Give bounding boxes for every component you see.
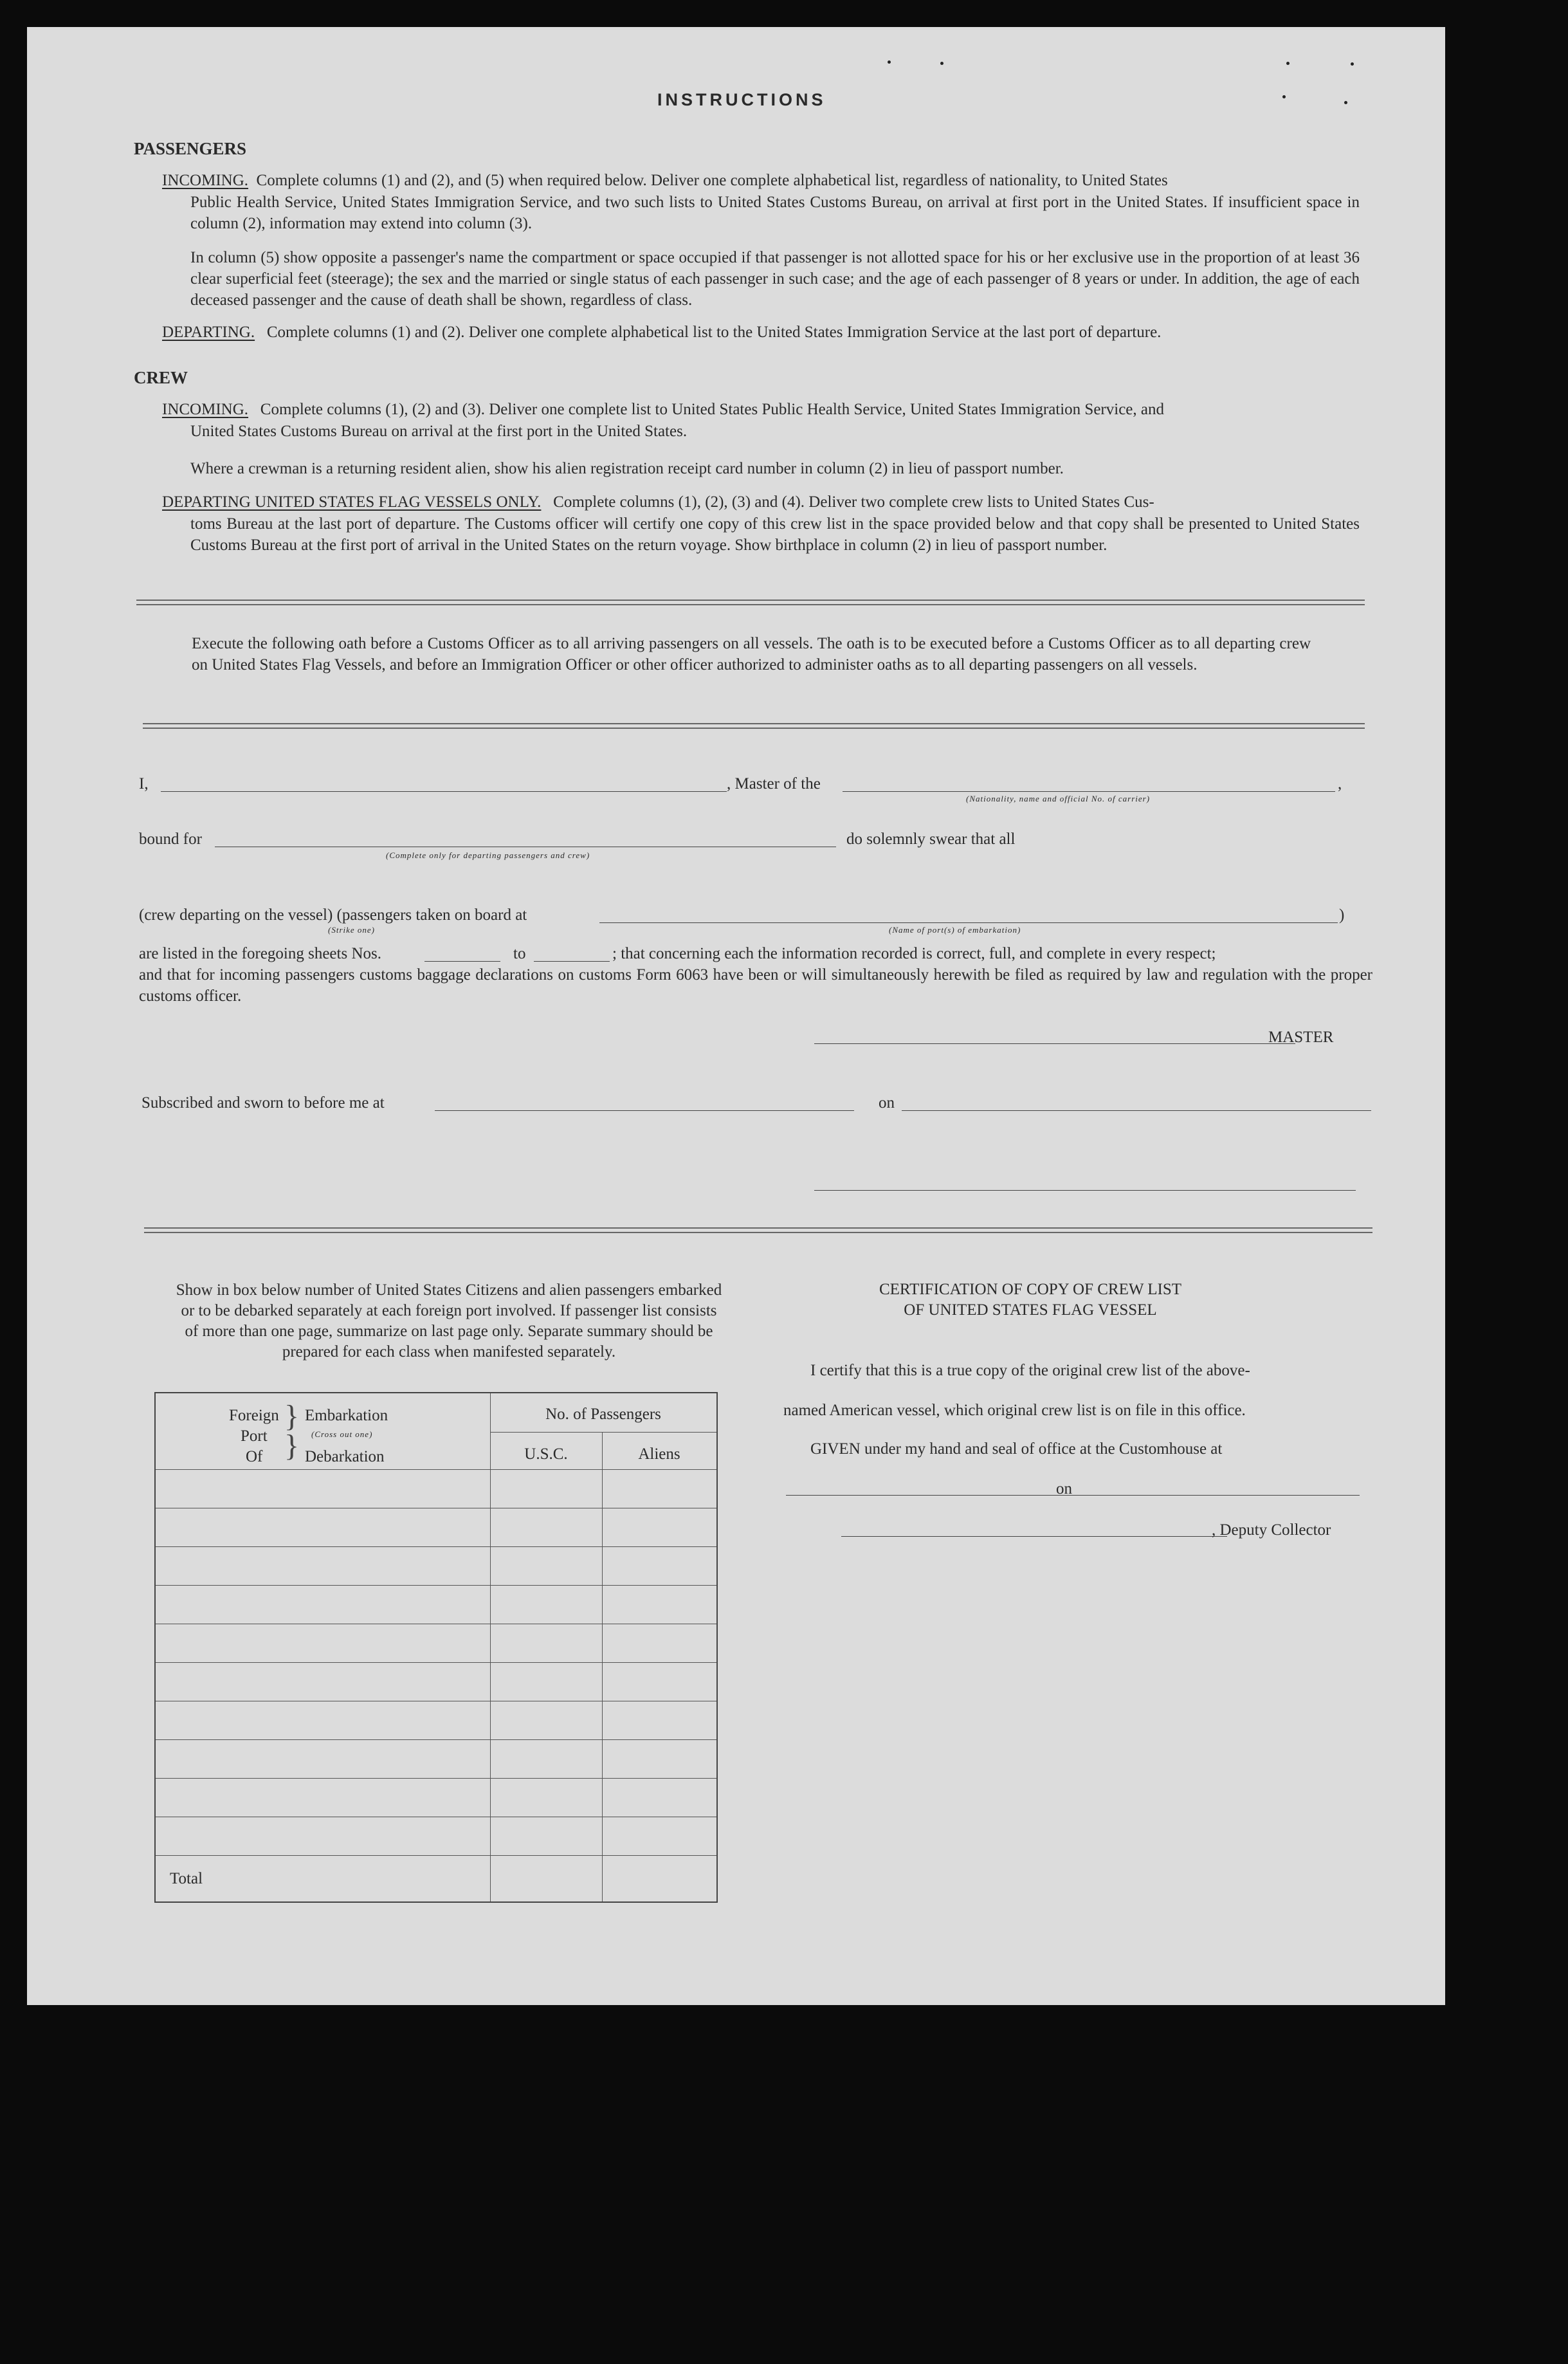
carrier-note: (Nationality, name and official No. of carrier) (966, 794, 1151, 803)
brace-icon: } (284, 1429, 300, 1463)
page-title: INSTRUCTIONS (657, 90, 826, 109)
strike-note: (Strike one) (328, 925, 376, 935)
cross-out-note: (Cross out one) (311, 1429, 373, 1439)
speck (1351, 62, 1354, 66)
speck (1282, 95, 1286, 98)
crew-incoming-line (162, 399, 1164, 421)
cert-line-3: GIVEN under my hand and seal of office at the Customhouse at (810, 1440, 1223, 1458)
crew-passengers-text: (crew departing on the vessel) (passengers taken on board at (139, 906, 527, 924)
to-label: to (513, 945, 526, 962)
cert-line-2: named American vessel, which original crew list is on file in this office. (783, 1402, 1246, 1419)
passengers-heading: PASSENGERS (134, 139, 247, 158)
col-aliens: Aliens (638, 1445, 680, 1463)
subscribed-text: Subscribed and sworn to before me at (141, 1094, 385, 1112)
crew-returning: Where a crewman is a returning resident alien, show his alien registration receipt card number in column (2) in lieu of passport number. (190, 460, 1064, 477)
cert-date-field[interactable] (1077, 1495, 1360, 1496)
passengers-incoming-line (162, 170, 1358, 192)
col-debarkation: Debarkation (305, 1448, 385, 1465)
crew-departing-label: DEPARTING UNITED STATES FLAG VESSELS ONLY. (162, 493, 542, 511)
crew-incoming-rest: United States Customs Bureau on arrival at the first port in the United States. (190, 423, 688, 440)
cert-title-2: OF UNITED STATES FLAG VESSEL (904, 1301, 1157, 1319)
table-divider (156, 1469, 716, 1470)
double-rule (144, 1227, 1372, 1233)
crew-departing-line (162, 491, 1154, 513)
passengers-incoming-rest: Public Health Service, United States Immigration Service, and two such lists to United States Customs Bureau, on arrival at first port in the United States. If insufficient space in column (2), information may extend into column (3). (190, 194, 1360, 232)
table-row-line (156, 1739, 716, 1740)
bound-note: (Complete only for departing passengers and crew) (386, 850, 590, 860)
crew-heading: CREW (134, 368, 188, 387)
sworn-date-field[interactable] (902, 1110, 1371, 1111)
table-row-line (156, 1546, 716, 1547)
col-port: Port (241, 1427, 268, 1445)
passengers-departing-label: DEPARTING. (162, 324, 255, 341)
speck (1344, 101, 1347, 104)
listed-start: are listed in the foregoing sheets Nos. (139, 945, 381, 962)
speck (940, 62, 944, 65)
double-rule (143, 723, 1365, 729)
cert-title-1: CERTIFICATION OF COPY OF CREW LIST (879, 1281, 1182, 1298)
col-passengers: No. of Passengers (545, 1406, 661, 1423)
oath-instructions: Execute the following oath before a Customs Officer as to all arriving passengers on all vessels. The oath is to be executed before a Customs Officer as to all departing crew on United States Flag Vessels, and before an Immigration Officer or other officer authorized to administer oaths as to all departing passengers on all vessels. (192, 635, 1311, 673)
summary-instructions: Show in box below number of United States Citizens and alien passengers embarked or to be debarked separately at each foreign port involved. If passenger list consists of more than one page, summarize on last page only. Separate summary should be prepared for each class when manifested separately. (176, 1281, 722, 1361)
master-of-the: , Master of the (727, 775, 821, 793)
officer-signature-field[interactable] (814, 1190, 1356, 1191)
passengers-departing-line (162, 322, 1161, 344)
crew-incoming-line1: Complete columns (1), (2) and (3). Deliver one complete list to United States Public Health Service, United States Immigration Service, and (260, 401, 1164, 418)
carrier-field[interactable] (843, 791, 1335, 792)
col-embarkation: Embarkation (305, 1407, 388, 1424)
col-usc: U.S.C. (524, 1445, 568, 1463)
crew-incoming-label: INCOMING. (162, 401, 249, 418)
on-label: on (879, 1094, 895, 1112)
sheet-from-field[interactable] (424, 961, 500, 962)
oath-comma: , (1338, 775, 1342, 793)
passengers-incoming-line1: Complete columns (1) and (2), and (5) when required below. Deliver one complete alphabetical list, regardless of nationality, to United States (256, 172, 1168, 189)
table-row-line (156, 1778, 716, 1779)
swear-text: do solemnly swear that all (846, 830, 1016, 848)
master-name-field[interactable] (161, 791, 727, 792)
double-rule (136, 600, 1365, 605)
sworn-place-field[interactable] (435, 1110, 854, 1111)
col-of: Of (246, 1448, 263, 1465)
listed-rest2: and that for incoming passengers customs baggage declarations on customs Form 6063 have been or will simultaneously herewith be filed as required by law and regulation with the proper customs officer. (139, 966, 1372, 1005)
col-foreign: Foreign (229, 1407, 279, 1424)
passengers-departing-text: Complete columns (1) and (2). Deliver one complete alphabetical list to the United States Immigration Service at the last port of departure. (266, 324, 1162, 341)
table-divider (602, 1432, 603, 1901)
sheet-to-field[interactable] (534, 961, 610, 962)
table-row-line (156, 1855, 716, 1856)
form-page (27, 27, 1445, 2005)
table-row-line (156, 1585, 716, 1586)
master-label: MASTER (1268, 1029, 1334, 1046)
crew-departing-line1: Complete columns (1), (2), (3) and (4). Deliver two complete crew lists to United States Cus- (553, 493, 1154, 511)
oath-i: I, (139, 775, 149, 793)
close-paren: ) (1339, 906, 1345, 924)
total-label: Total (170, 1870, 203, 1887)
passengers-incoming-label: INCOMING. (162, 172, 249, 189)
deputy-collector-label: , Deputy Collector (1212, 1521, 1331, 1539)
port-of-embarkation-field[interactable] (599, 922, 1338, 923)
port-note: (Name of port(s) of embarkation) (889, 925, 1021, 935)
speck (1286, 62, 1290, 65)
cert-on: on (1056, 1480, 1072, 1498)
summary-table (154, 1392, 718, 1903)
table-divider (490, 1432, 716, 1433)
table-row-line (156, 1662, 716, 1663)
passengers-column5: In column (5) show opposite a passenger's name the compartment or space occupied if that passenger is not allotted space for his or her exclusive use in the proportion of at least 36 clear superficial feet (steerage); the sex and the married or single status of each passenger in such case; and the age of each passenger of 8 years or under. In addition, the age of each deceased passenger and the cause of death shall be shown, regardless of class. (190, 249, 1360, 309)
brace-icon: } (284, 1399, 300, 1433)
crew-departing-rest: toms Bureau at the last port of departure. The Customs officer will certify one copy of this crew list in the space provided below and that copy shall be presented to United States Customs Bureau at the first port of arrival in the United States on the return voyage. Show birthplace in column (2) in lieu of passport number. (190, 515, 1360, 554)
master-signature-field[interactable] (814, 1043, 1295, 1044)
customhouse-field[interactable] (786, 1495, 1077, 1496)
listed-rest1: ; that concerning each the information recorded is correct, full, and complete in every respect; (612, 945, 1216, 962)
deputy-signature-field[interactable] (841, 1536, 1227, 1537)
speck (888, 60, 891, 64)
cert-line-1: I certify that this is a true copy of the original crew list of the above- (810, 1362, 1250, 1379)
bound-for-label: bound for (139, 830, 202, 848)
